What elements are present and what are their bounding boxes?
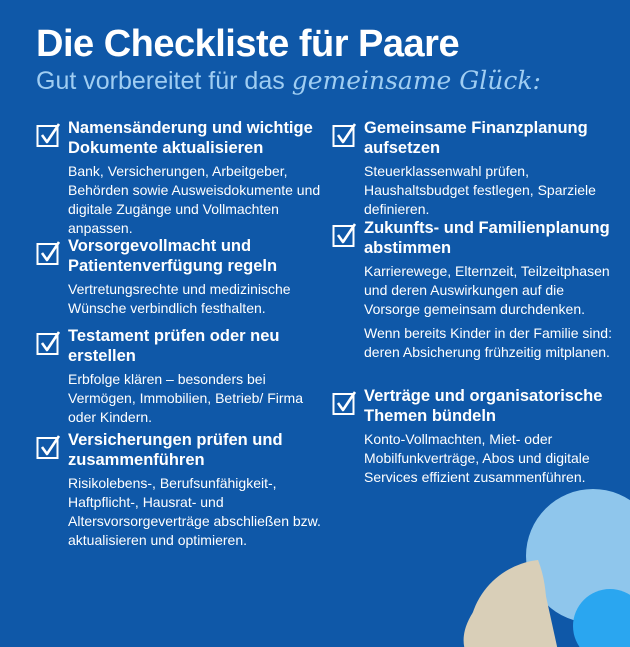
checklist-item <box>36 326 326 430</box>
checklist-item <box>36 118 326 236</box>
subtitle-plain: Gut vorbereitet für das <box>36 67 292 95</box>
item-text: Konto-Vollmachten, Miet- oder Mobilfunkverträge, Abos und digitale Services effizient zusammenführen. <box>364 431 590 485</box>
item-heading: Zukunfts- und Familienplanung abstimmen <box>364 219 610 257</box>
bright-blue-circle <box>573 589 630 647</box>
checkbox-checked-icon <box>332 222 358 248</box>
checkbox-checked-icon <box>332 122 358 148</box>
item-text: Bank, Versicherungen, Arbeitgeber, Behörden sowie Ausweisdokumente und digitale Zugänge und Vollmachten anpassen. <box>68 163 321 236</box>
item-text: Steuerklassenwahl prüfen, Haushaltsbudget festlegen, Sparziele definieren. <box>364 163 596 217</box>
light-blue-circle <box>526 489 630 623</box>
item-heading: Vorsorgevollmacht und Patientenverfügung regeln <box>68 237 278 275</box>
checklist-item <box>332 118 622 218</box>
page-title: Die Checkliste für Paare <box>36 23 460 65</box>
beige-half-circle <box>469 560 560 647</box>
item-text: Vertretungsrechte und medizinische Wünsche verbindlich festhalten. <box>68 281 291 316</box>
checklist-item <box>332 218 622 324</box>
checkbox-checked-icon <box>36 240 62 266</box>
checklist-left-column <box>36 118 326 550</box>
item-heading: Namensänderung und wichtige Dokumente aktualisieren <box>68 119 313 157</box>
checklist-item <box>36 430 326 550</box>
page-subtitle <box>36 66 541 96</box>
item-heading: Verträge und organisatorische Themen bündeln <box>364 387 603 425</box>
subtitle-script: gemeinsame Glück: <box>291 66 541 95</box>
checklist-item <box>36 236 326 326</box>
item-text: Risikolebens-, Berufsunfähigkeit-, Haftpflicht-, Hausrat- und Altersvorsorgeverträge abschließen bzw. aktualisieren und optimieren. <box>68 475 321 548</box>
item-heading: Testament prüfen oder neu erstellen <box>68 327 280 365</box>
checkbox-checked-icon <box>36 330 62 356</box>
checklist-item <box>332 386 622 487</box>
checkbox-checked-icon <box>332 390 358 416</box>
item-text: Karrierewege, Elternzeit, Teilzeitphasen und deren Auswirkungen auf die Vorsorge gemeinsam durchdenken. <box>364 263 610 317</box>
item-text: Erbfolge klären – besonders bei Vermögen, Immobilien, Betrieb/ Firma oder Kindern. <box>68 371 303 425</box>
checkbox-checked-icon <box>36 434 62 460</box>
beige-half-circle-body <box>464 560 547 647</box>
checkbox-checked-icon <box>36 122 62 148</box>
checklist-right-column <box>332 118 622 487</box>
item-heading: Gemeinsame Finanzplanung aufsetzen <box>364 119 588 157</box>
children-note: Wenn bereits Kinder in der Familie sind: deren Absicherung frühzeitig mitplanen. <box>364 325 612 360</box>
item-heading: Versicherungen prüfen und zusammenführen <box>68 431 283 469</box>
